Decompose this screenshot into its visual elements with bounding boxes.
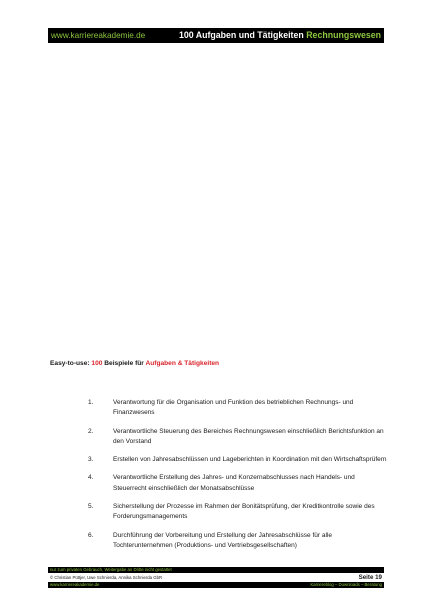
task-list — [88, 398, 388, 559]
task-text: Sicherstellung der Prozesse im Rahmen der Bonitätsprüfung, der Kreditkontrolle sowie des Forderungsmanagements — [113, 503, 375, 521]
heading-middle: Beispiele für — [104, 360, 144, 367]
footer-copyright-row — [48, 573, 384, 582]
task-text: Verantwortliche Erstellung des Jahres- und Konzernabschlusses nach Handels- und Steuerrecht einschließlich der Monatsabschlüsse — [113, 474, 355, 492]
task-item — [88, 502, 388, 523]
header-website: www.karriereakademie.de — [51, 31, 146, 40]
footer-notice: nur zum privaten Gebrauch, Weitergabe an Dritte nicht gestattet — [48, 567, 384, 573]
footer-copyright: © Christian Püttjer, Uwe Schnierda, Annika Schnierda GbR — [50, 575, 163, 580]
task-item — [88, 398, 388, 419]
footer-bar — [48, 582, 384, 588]
task-item — [88, 473, 388, 494]
footer-links[interactable]: Karriereblog – Downloads – Beratung — [310, 582, 382, 587]
task-item — [88, 531, 388, 552]
task-number: 5. — [88, 503, 94, 511]
header-title-accent: Rechnungswesen — [306, 30, 381, 40]
page-footer — [48, 567, 384, 588]
header-title-main: 100 Aufgaben und Tätigkeiten — [178, 30, 304, 40]
task-number: 6. — [88, 531, 94, 539]
task-text: Verantwortliche Steuerung des Bereiches Rechnungswesen einschließlich Berichtsfunktion an den Vorstand — [113, 427, 384, 445]
task-text: Durchführung der Vorbereitung und Erstellung der Jahresabschlüsse für alle Tochterunternehmen (Produktions- und Vertriebsgesellschaften) — [113, 531, 332, 549]
page-number: Seite 19 — [358, 574, 382, 581]
heading-prefix: Easy-to-use: — [50, 360, 90, 367]
task-item — [88, 455, 388, 465]
header-bar — [48, 28, 384, 43]
task-text: Verantwortung für die Organisation und Funktion des betrieblichen Rechnungs- und Finanzwesens — [113, 399, 354, 417]
task-number: 1. — [88, 399, 94, 406]
task-number: 4. — [88, 474, 94, 482]
task-number: 3. — [88, 456, 94, 464]
task-number: 2. — [88, 427, 94, 435]
heading-number: 100 — [91, 360, 103, 367]
task-text: Erstellen von Jahresabschlüssen und Lageberichten in Koordination mit den Wirtschaftsprüfern — [113, 456, 387, 464]
section-heading — [50, 360, 219, 367]
heading-highlight: Aufgaben & Tätigkeiten — [145, 360, 220, 367]
task-item — [88, 427, 388, 448]
header-title — [179, 28, 381, 43]
footer-website[interactable]: www.karriereakademie.de — [50, 582, 100, 587]
